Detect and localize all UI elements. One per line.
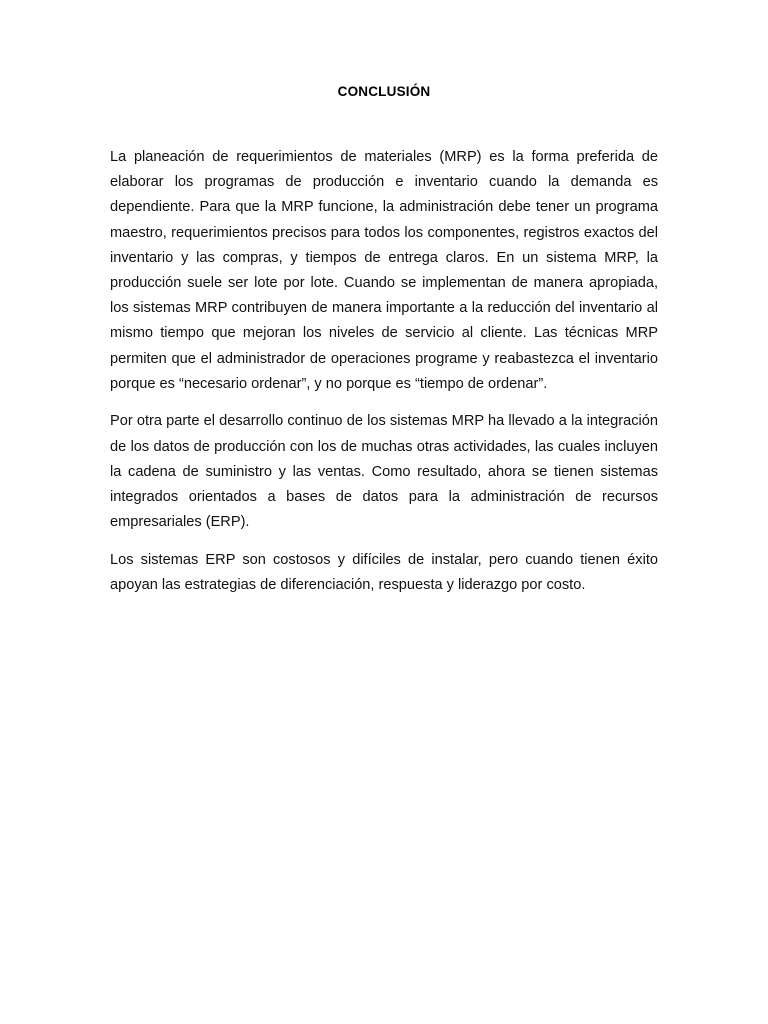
paragraph-3: Los sistemas ERP son costosos y difíciles de instalar, pero cuando tienen éxito apoyan las estrategias de diferenciación, respuesta y liderazgo por costo. bbox=[110, 551, 658, 594]
document-body bbox=[110, 145, 658, 611]
paragraph-2: Por otra parte el desarrollo continuo de los sistemas MRP ha llevado a la integración de los datos de producción con los de muchas otras actividades, las cuales incluyen la cadena de suministro y las ventas. Como resultado, ahora se tienen sistemas integrados orientados a bases de datos para la administración de recursos empresariales (ERP). bbox=[110, 413, 658, 531]
paragraph-1: La planeación de requerimientos de materiales (MRP) es la forma preferida de elaborar los programas de producción e inventario cuando la demanda es dependiente. Para que la MRP funcione, la administración debe tener un programa maestro, requerimientos precisos para todos los componentes, registros exactos del inventario y las compras, y tiempos de entrega claros. En un sistema MRP, la producción suele ser lote por lote. Cuando se implementan de manera apropiada, los sistemas MRP contribuyen de manera importante a la reducción del inventario al mismo tiempo que mejoran los niveles de servicio al cliente. Las técnicas MRP permiten que el administrador de operaciones programe y reabastezca el inventario porque es “necesario ordenar”, y no porque es “tiempo de ordenar”. bbox=[110, 149, 658, 392]
document-title: CONCLUSIÓN bbox=[337, 84, 431, 99]
